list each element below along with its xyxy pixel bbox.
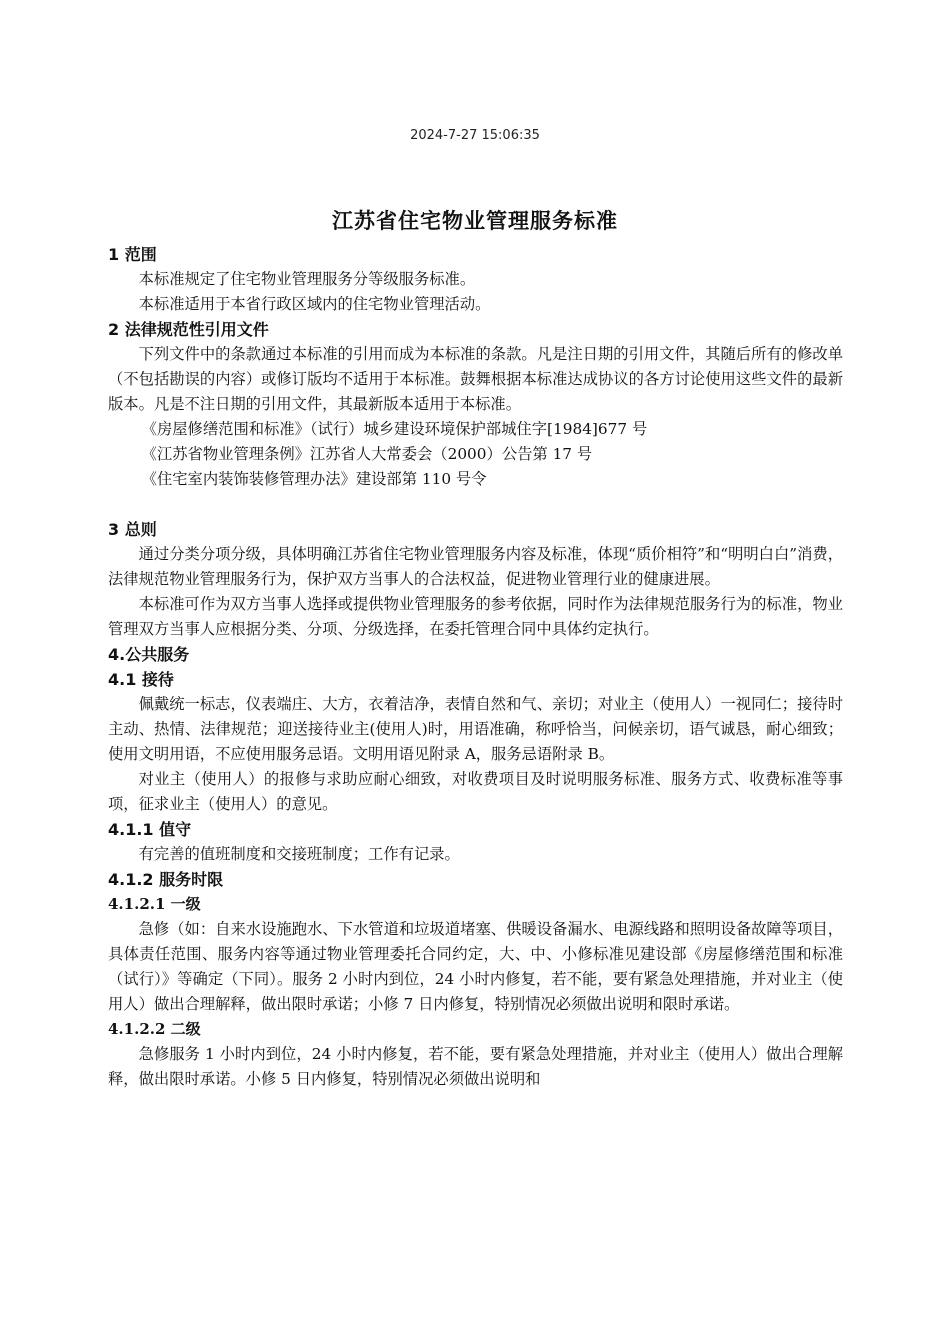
reference-item: 《江苏省物业管理条例》江苏省人大常委会（2000）公告第 17 号 <box>141 445 593 463</box>
section-heading-scope: 1 范围 <box>108 245 157 264</box>
subsection-heading-reception: 4.1 接待 <box>108 670 174 689</box>
level-heading-two: 4.1.2.2 二级 <box>108 1020 201 1038</box>
paragraph: 佩戴统一标志，仪表端庄、大方，衣着洁净，表情自然和气、亲切；对业主（使用人）一视同仁；接待时主动、热情、法律规范；迎送接待业主(使用人)时，用语准确，称呼恰当，问候亲切，语气诚恳，耐心细致；使用文明用语，不应使用服务忌语。文明用语见附录 A，服务忌语附录 B。 <box>108 695 843 763</box>
subsection-heading-service-time: 4.1.2 服务时限 <box>108 870 224 889</box>
section-heading-public-service: 4.公共服务 <box>108 645 190 664</box>
document-body <box>108 242 843 1092</box>
paragraph: 有完善的值班制度和交接班制度；工作有记录。 <box>138 845 460 863</box>
paragraph: 本标准规定了住宅物业管理服务分等级服务标准。 <box>138 270 476 288</box>
reference-item: 《房屋修缮范围和标准》（试行）城乡建设环境保护部城住字[1984]677 号 <box>141 420 648 438</box>
paragraph: 本标准可作为双方当事人选择或提供物业管理服务的参考依据，同时作为法律规范服务行为的标准，物业管理双方当事人应根据分类、分项、分级选择，在委托管理合同中具体约定执行。 <box>108 595 843 638</box>
section-heading-references: 2 法律规范性引用文件 <box>108 320 269 339</box>
print-timestamp: 2024-7-27 15:06:35 <box>410 128 540 143</box>
reference-item: 《住宅室内装饰装修管理办法》建设部第 110 号令 <box>141 470 487 488</box>
document-title: 江苏省住宅物业管理服务标准 <box>332 209 618 233</box>
paragraph: 下列文件中的条款通过本标准的引用而成为本标准的条款。凡是注日期的引用文件，其随后所有的修改单（不包括勘误的内容）或修订版均不适用于本标准。鼓舞根据本标准达成协议的各方讨论使用这些文件的最新版本。凡是不注日期的引用文件，其最新版本适用于本标准。 <box>108 345 843 413</box>
paragraph: 通过分类分项分级，具体明确江苏省住宅物业管理服务内容及标准，体现“质价相符”和“明明白白”消费，法律规范物业管理服务行为，保护双方当事人的合法权益，促进物业管理行业的健康进展。 <box>108 545 843 588</box>
level-heading-one: 4.1.2.1 一级 <box>108 895 201 913</box>
paragraph: 急修（如：自来水设施跑水、下水管道和垃圾道堵塞、供暖设备漏水、电源线路和照明设备故障等项目，具体责任范围、服务内容等通过物业管理委托合同约定，大、中、小修标准见建设部《房屋修缮范围和标准（试行）》等确定（下同）。服务 2 小时内到位，24 小时内修复，若不能，要有紧急处理措施，并对业主（使用人）做出合理解释，做出限时承诺；小修 7 日内修复，特别情况必须做出说明和限时承诺。 <box>108 920 843 1013</box>
section-heading-general: 3 总则 <box>108 520 157 539</box>
paragraph: 本标准适用于本省行政区域内的住宅物业管理活动。 <box>138 295 491 313</box>
spacer <box>108 492 843 517</box>
paragraph: 对业主（使用人）的报修与求助应耐心细致，对收费项目及时说明服务标准、服务方式、收费标准等事项，征求业主（使用人）的意见。 <box>108 770 843 813</box>
subsection-heading-duty: 4.1.1 值守 <box>108 820 192 839</box>
paragraph: 急修服务 1 小时内到位，24 小时内修复，若不能，要有紧急处理措施，并对业主（使用人）做出合理解释，做出限时承诺。小修 5 日内修复，特别情况必须做出说明和 <box>108 1045 843 1088</box>
